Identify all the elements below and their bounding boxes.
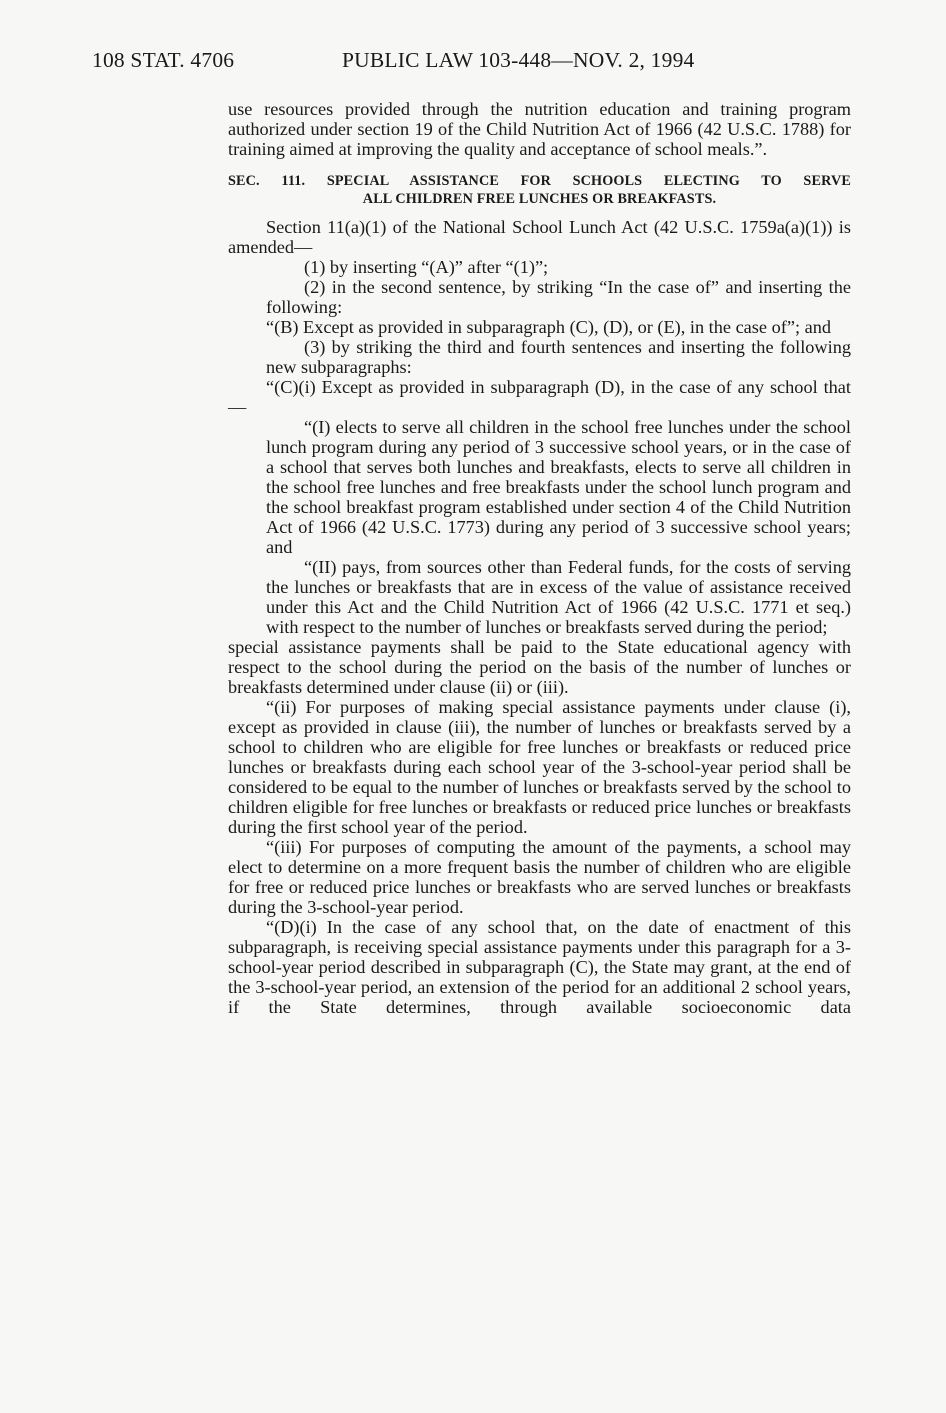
amendment-item-3: (3) by striking the third and fourth sentences and inserting the following new subparagraphs:: [266, 337, 851, 377]
amendment-item-2-text: (2) in the second sentence, by striking “In the case of” and inserting the following:: [266, 277, 851, 317]
statute-page-reference: 108 STAT. 4706: [92, 48, 235, 72]
subclause-I: “(I) elects to serve all children in the school free lunches under the school lunch program during any period of 3 successive school years, or in the case of a school that serves both lunches and breakfasts, elects to serve all children in the school free lunches and free breakfasts under the school lunch program and the school breakfast program established under section 4 of the Child Nutrition Act of 1966 (42 U.S.C. 1773) during any period of 3 successive school years; and: [266, 417, 851, 557]
amendment-item-1: (1) by inserting “(A)” after “(1)”;: [304, 257, 549, 277]
section-heading-line-1: SEC. 111. SPECIAL ASSISTANCE FOR SCHOOLS ELECTING TO SERVE: [228, 173, 851, 189]
clause-ii-paragraph: “(ii) For purposes of making special assistance payments under clause (i), except as provided in clause (iii), the number of lunches or breakfasts served by a school to children who are eligible for free lunches or breakfasts or reduced price lunches or breakfasts during each school year of the 3-school-year period shall be considered to be equal to the number of lunches or breakfasts served by the school to children eligible for free lunches or breakfasts or reduced price lunches or breakfasts during the first school year of the period.: [228, 697, 851, 837]
special-assistance-paragraph: special assistance payments shall be paid to the State educational agency with respect to the school during the period on the basis of the number of lunches or breakfasts determined under clause (ii) or (iii).: [228, 637, 851, 697]
clause-iii-paragraph: “(iii) For purposes of computing the amount of the payments, a school may elect to determine on a more frequent basis the number of children who are eligible for free or reduced price lunches or breakfasts who are served lunches or breakfasts during the 3-school-year period.: [228, 837, 851, 917]
law-title-running-head: PUBLIC LAW 103-448—NOV. 2, 1994: [342, 48, 695, 72]
page-body: [228, 99, 851, 1017]
amendment-item-2: [228, 277, 851, 317]
quoted-subparagraph-b: “(B) Except as provided in subparagraph (C), (D), or (E), in the case of”; and: [266, 317, 831, 337]
clause-d-i-paragraph: “(D)(i) In the case of any school that, on the date of enactment of this subparagraph, is receiving special assistance payments under this paragraph for a 3-school-year period described in subparagraph (C), the State may grant, at the end of the 3-school-year period, an extension of the period for an additional 2 school years, if the State determines, through available socioeconomic data: [228, 917, 851, 1017]
subclause-II: “(II) pays, from sources other than Federal funds, for the costs of serving the lunches or breakfasts that are in excess of the value of assistance received under this Act and the Child Nutrition Act of 1966 (42 U.S.C. 1771 et seq.) with respect to the number of lunches or breakfasts served during the period;: [266, 557, 851, 637]
intro-continuation-paragraph: use resources provided through the nutrition education and training program authorized under section 19 of the Child Nutrition Act of 1966 (42 U.S.C. 1788) for training aimed at improving the quality and acceptance of school meals.”.: [228, 99, 851, 159]
section-heading-line-2: ALL CHILDREN FREE LUNCHES OR BREAKFASTS.: [362, 191, 717, 207]
section-heading: [228, 172, 851, 208]
section-intro-paragraph: Section 11(a)(1) of the National School Lunch Act (42 U.S.C. 1759a(a)(1)) is amended—: [228, 217, 851, 257]
quoted-subparagraph-c-i: “(C)(i) Except as provided in subparagraph (D), in the case of any school that—: [228, 377, 851, 417]
